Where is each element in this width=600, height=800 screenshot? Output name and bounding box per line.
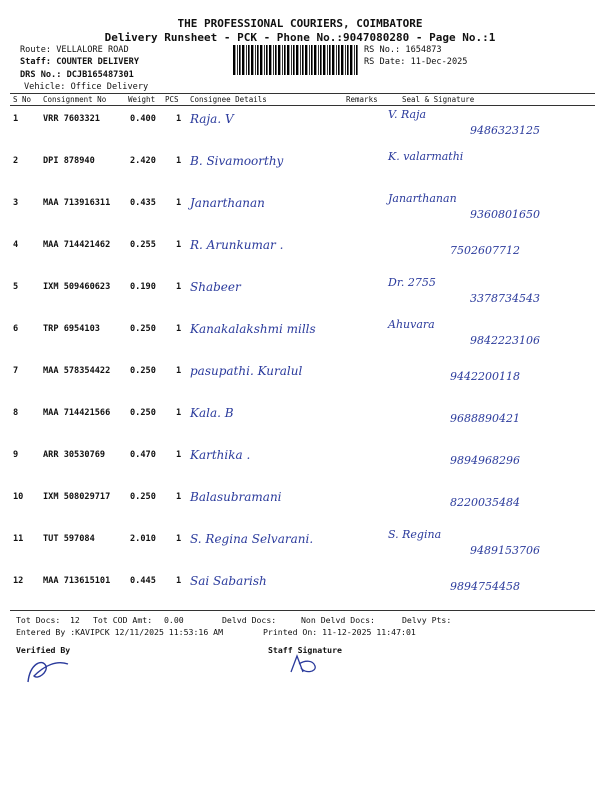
row-seal-phone: 9360801650 [470, 208, 540, 221]
table-row [10, 188, 595, 230]
tot-cod-value: 0.00 [164, 615, 184, 625]
table-row [10, 566, 595, 608]
tot-docs-label: Tot Docs: [16, 615, 61, 625]
row-consignment-no: TUT 597084 [43, 534, 95, 544]
runsheet-subtitle: Delivery Runsheet - PCK - Phone No.:9047080280 - Page No.:1 [104, 31, 496, 44]
col-pcs: PCS [165, 95, 179, 104]
row-consignee-handwritten: B. Sivamoorthy [190, 154, 284, 168]
row-consignee-handwritten: Sai Sabarish [190, 574, 267, 588]
delvd-docs-label: Delvd Docs: [222, 615, 277, 625]
col-weight: Weight [128, 95, 156, 104]
route-text: Route: VELLALORE ROAD [20, 45, 129, 55]
row-weight: 0.445 [130, 576, 156, 586]
row-seal-phone: 8220035484 [450, 496, 520, 509]
row-weight: 0.250 [130, 492, 156, 502]
row-consignee-handwritten: S. Regina Selvarani. [190, 532, 314, 546]
row-consignee-handwritten: Kanakalakshmi mills [190, 322, 316, 336]
row-sno: 6 [13, 324, 19, 334]
col-consignment: Consignment No [43, 95, 107, 104]
row-seal-signature: V. Raja [388, 108, 427, 121]
table-row [10, 146, 595, 188]
row-pcs: 1 [176, 450, 182, 460]
row-consignment-no: MAA 578354422 [43, 366, 111, 376]
row-sno: 12 [13, 576, 24, 586]
row-seal-signature: S. Regina [388, 528, 442, 541]
drs-number: DRS No.: DCJB165487301 [20, 70, 134, 80]
row-sno: 7 [13, 366, 19, 376]
row-weight: 2.420 [130, 156, 156, 166]
row-consignment-no: ARR 30530769 [43, 450, 106, 460]
row-seal-phone: 9688890421 [450, 412, 520, 425]
company-title: THE PROFESSIONAL COURIERS, COIMBATORE [177, 17, 423, 30]
non-delvd-docs-label: Non Delvd Docs: [301, 615, 375, 625]
barcode-image [233, 45, 361, 75]
table-row [10, 356, 595, 398]
row-sno: 5 [13, 282, 19, 292]
row-seal-phone: 9442200118 [450, 370, 520, 383]
staff-text: Staff: COUNTER DELIVERY [20, 57, 139, 67]
row-consignment-no: MAA 714421462 [43, 240, 111, 250]
row-weight: 0.400 [130, 114, 156, 124]
row-seal-signature: Dr. 2755 [388, 276, 436, 289]
row-pcs: 1 [176, 282, 182, 292]
row-seal-signature: Ahuvara [388, 318, 435, 331]
entered-by-text: Entered By :KAVIPCK 12/11/2025 11:53:16 AM [16, 627, 224, 637]
row-sno: 3 [13, 198, 19, 208]
row-pcs: 1 [176, 324, 182, 334]
row-sno: 9 [13, 450, 19, 460]
row-sno: 1 [13, 114, 19, 124]
row-consignee-handwritten: pasupathi. Kuralul [190, 364, 303, 378]
totals-divider [10, 610, 595, 611]
row-consignee-handwritten: Karthika . [190, 448, 251, 462]
row-sno: 2 [13, 156, 19, 166]
table-row [10, 230, 595, 272]
row-pcs: 1 [176, 156, 182, 166]
col-consignee: Consignee Details [190, 95, 267, 104]
row-seal-phone: 7502607712 [450, 244, 520, 257]
row-sno: 4 [13, 240, 19, 250]
row-consignment-no: VRR 7603321 [43, 114, 100, 124]
row-weight: 2.010 [130, 534, 156, 544]
row-consignment-no: DPI 878940 [43, 156, 95, 166]
row-consignee-handwritten: Janarthanan [190, 196, 265, 210]
table-row [10, 272, 595, 314]
row-seal-phone: 9842223106 [470, 334, 540, 347]
printed-on-text: Printed On: 11-12-2025 11:47:01 [263, 627, 416, 637]
tot-docs-value: 12 [70, 615, 80, 625]
row-seal-signature: Janarthanan [388, 192, 457, 205]
table-row [10, 398, 595, 440]
row-seal-phone: 9894754458 [450, 580, 520, 593]
row-pcs: 1 [176, 492, 182, 502]
row-weight: 0.470 [130, 450, 156, 460]
row-consignee-handwritten: Kala. B [190, 406, 234, 420]
row-weight: 0.435 [130, 198, 156, 208]
col-seal: Seal & Signature [402, 95, 475, 104]
table-row [10, 482, 595, 524]
delvy-pts-label: Delvy Pts: [402, 615, 452, 625]
row-consignee-handwritten: Balasubramani [190, 490, 282, 504]
row-weight: 0.255 [130, 240, 156, 250]
row-consignment-no: IXM 508029717 [43, 492, 111, 502]
verified-signature-image [20, 650, 80, 690]
row-seal-phone: 3378734543 [470, 292, 540, 305]
row-consignment-no: TRP 6954103 [43, 324, 100, 334]
row-weight: 0.250 [130, 366, 156, 376]
row-sno: 8 [13, 408, 19, 418]
row-pcs: 1 [176, 114, 182, 124]
row-consignment-no: MAA 714421566 [43, 408, 111, 418]
row-consignee-handwritten: Raja. V [190, 112, 234, 126]
row-consignee-handwritten: R. Arunkumar . [190, 238, 284, 252]
row-pcs: 1 [176, 408, 182, 418]
col-remarks: Remarks [346, 95, 378, 104]
tot-cod-label: Tot COD Amt: [93, 615, 153, 625]
table-row [10, 440, 595, 482]
rs-date: RS Date: 11-Dec-2025 [364, 57, 468, 67]
row-consignment-no: MAA 713615101 [43, 576, 111, 586]
col-sno: S No [13, 95, 32, 104]
table-row [10, 524, 595, 566]
rs-number: RS No.: 1654873 [364, 45, 442, 55]
staff-signature-image [285, 650, 325, 680]
row-seal-phone: 9894968296 [450, 454, 520, 467]
row-weight: 0.190 [130, 282, 156, 292]
row-sno: 11 [13, 534, 24, 544]
table-row [10, 314, 595, 356]
row-sno: 10 [13, 492, 24, 502]
row-consignment-no: MAA 713916311 [43, 198, 111, 208]
row-pcs: 1 [176, 366, 182, 376]
row-seal-signature: K. valarmathi [388, 150, 464, 163]
row-seal-phone: 9489153706 [470, 544, 540, 557]
row-weight: 0.250 [130, 408, 156, 418]
staff-signature-label: Staff Signature [268, 645, 342, 655]
row-pcs: 1 [176, 240, 182, 250]
row-consignment-no: IXM 509460623 [43, 282, 111, 292]
row-pcs: 1 [176, 198, 182, 208]
table-row [10, 104, 595, 146]
verified-by-label: Verified By [16, 645, 71, 655]
row-pcs: 1 [176, 534, 182, 544]
vehicle-text: Vehicle: Office Delivery [24, 82, 149, 92]
row-consignee-handwritten: Shabeer [190, 280, 241, 294]
row-weight: 0.250 [130, 324, 156, 334]
row-seal-phone: 9486323125 [470, 124, 540, 137]
row-pcs: 1 [176, 576, 182, 586]
